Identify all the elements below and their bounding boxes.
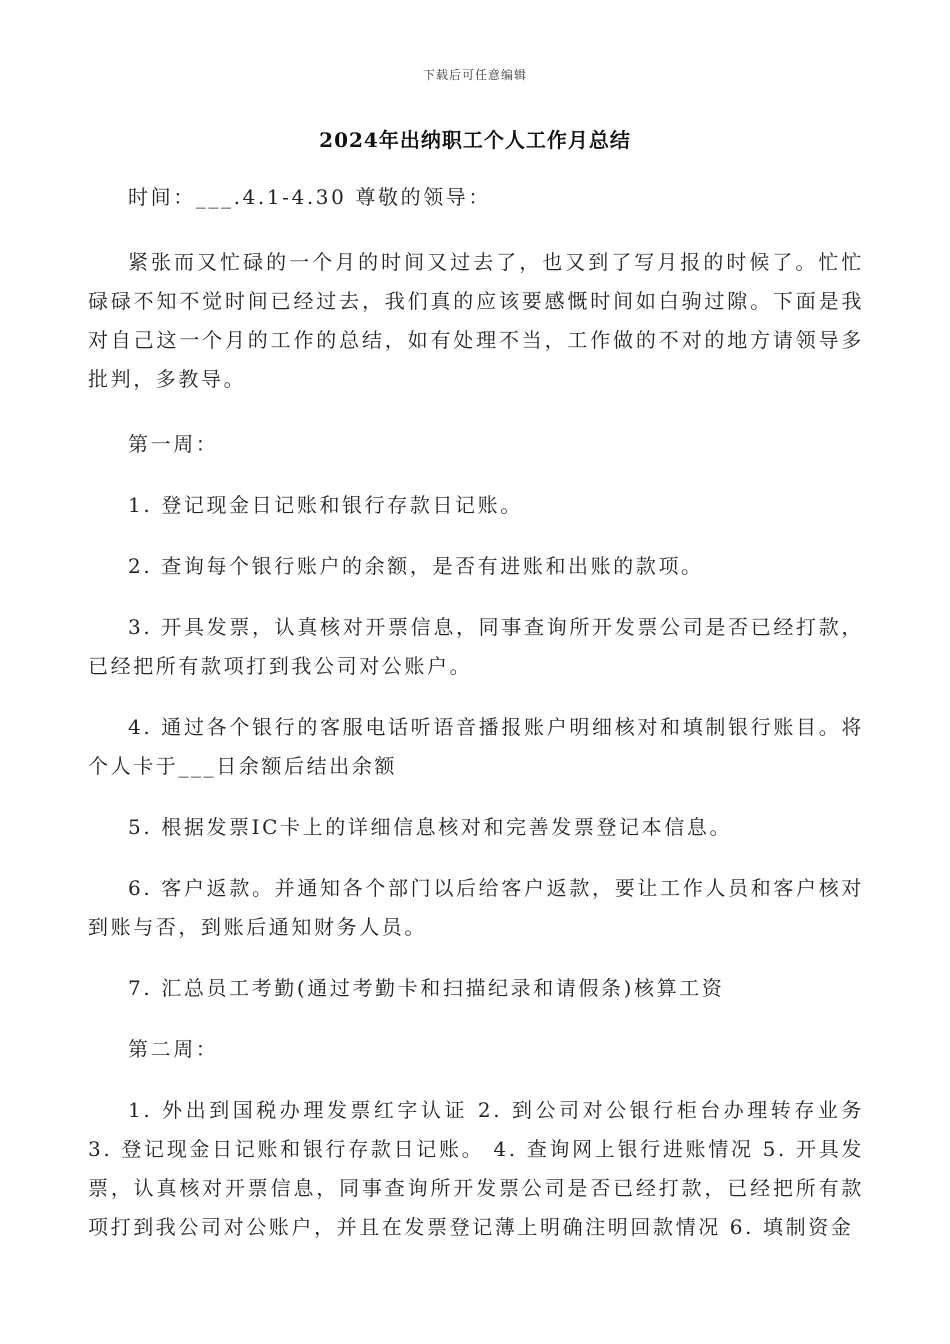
list-item: 2. 查询每个银行账户的余额，是否有进账和出账的款项。: [128, 554, 704, 578]
paragraph-intro: 紧张而又忙碌的一个月的时间又过去了，也又到了写月报的时候了。忙忙碌碌不知不觉时间已经过去，我们真的应该要感慨时间如白驹过隙。下面是我对自己这一个月的工作的总结，如有处理不当，工作做的不对的地方请领导多批判，多教导。: [88, 250, 864, 391]
paragraph-time-greeting: 时间：___.4.1-4.30 尊敬的领导：: [128, 185, 492, 209]
heading-week-1: 第一周：: [128, 432, 219, 456]
list-item: 6. 客户返款。并通知各个部门以后给客户返款，要让工作人员和客户核对到账与否，到账后通知财务人员。: [88, 876, 864, 939]
list-item: 3. 开具发票，认真核对开票信息，同事查询所开发票公司是否已经打款，已经把所有款项打到我公司对公账户。: [88, 615, 864, 678]
list-item: 7. 汇总员工考勤(通过考勤卡和扫描纪录和请假条)核算工资: [128, 976, 725, 1000]
list-item: 5. 根据发票IC卡上的详细信息核对和完善发票登记本信息。: [128, 815, 733, 839]
list-item: 4. 通过各个银行的客服电话听语音播报账户明细核对和填制银行账目。将个人卡于___日余额后结出余额: [88, 715, 864, 778]
header-note: 下载后可任意编辑: [422, 68, 527, 82]
heading-week-2: 第二周：: [128, 1037, 219, 1061]
document-body: [88, 178, 864, 1247]
paragraph-week-2-tasks: 1. 外出到国税办理发票红字认证 2. 到公司对公银行柜台办理转存业务 3. 登记现金日记账和银行存款日记账。 4. 查询网上银行进账情况 5. 开具发票，认真核对开票信息，同事查询所开发票公司是否已经打款，已经把所有款项打到我公司对公账户，并且在发票登记薄上明确注明回款情况 6. 填制资金: [88, 1098, 864, 1239]
document-title: 2024年出纳职工个人工作月总结: [319, 128, 631, 152]
list-item: 1. 登记现金日记账和银行存款日记账。: [128, 493, 523, 517]
